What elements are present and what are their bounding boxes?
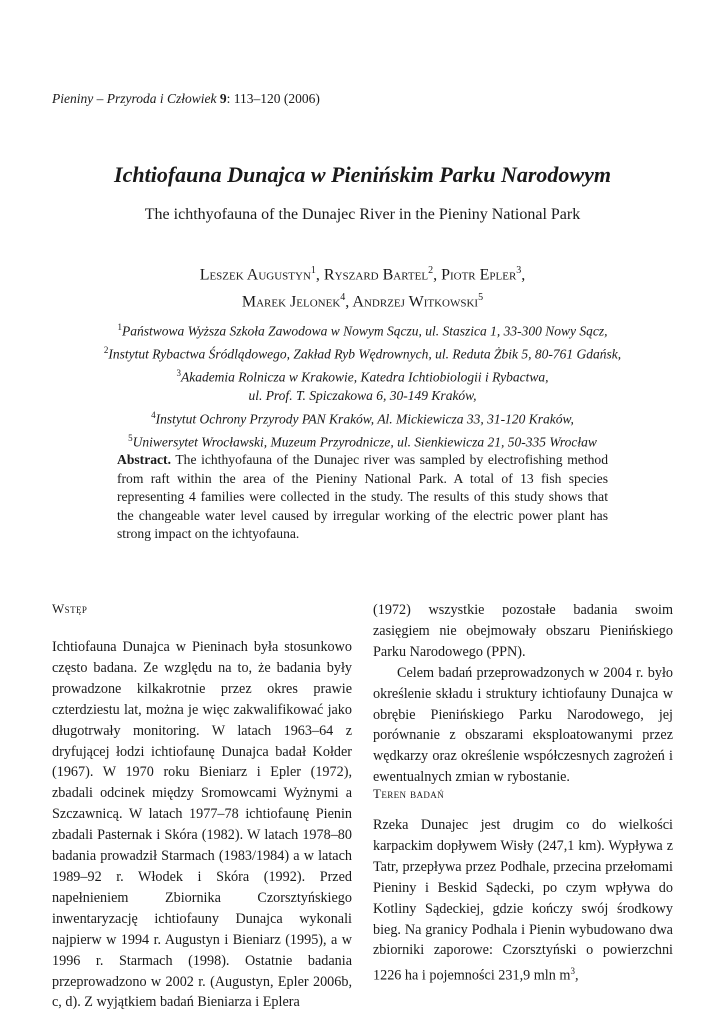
journal-name: Pieniny – Przyroda i Człowiek <box>52 91 217 106</box>
author-list <box>0 259 725 314</box>
affiliation-item <box>0 429 725 452</box>
teren-paragraph-text: Rzeka Dunajec jest drugim co do wielkości karpackim dopływem Wisły (247,1 km). Wypływa z Tatr, przepływa przez Podhale, przecina przełomami Pieniny i Beskid Sądecki, po czym wpływa do Kotliny Sądeckiej, gdzie kończy swój środkowy bieg. Na granicy Podhala i Pienin wybudowano dwa zbiorniki zaporowe: Czorsztyński o powierzchni 1226 ha i pojemności 231,9 mln m <box>373 817 673 985</box>
author-name: Piotr Epler <box>441 266 517 284</box>
author-separator: , <box>521 266 526 284</box>
author-name: Leszek Augustyn <box>199 266 311 284</box>
affiliation-text: Akademia Rolnicza w Krakowie, Katedra Ichtiobiologii i Rybactwa, <box>180 369 549 385</box>
affiliation-sup: 3 <box>176 368 181 378</box>
author-name: Ryszard Bartel <box>323 266 429 284</box>
author-affil-sup: 4 <box>340 292 346 304</box>
wstep-paragraph-1: Ichtiofauna Dunajca w Pieninach była stosunkowo często badana. Ze względu na to, że badania były prowadzone kilkakrotnie przez okres prawie czterdziestu lat, można je więc zakwalifikować jako długotrwały monitoring. W latach 1963–64 z dryfującej łodzi ichtiofaunę Dunajca badał Kołder (1967). W 1970 roku Bieniarz i Epler (1972), zbadali odcinek między Sromowcami Wyżnymi a Szczawnicą. W latach 1977–78 ichtiofaunę Pienin zbadali Pasternak i Skóra (1982). W latach 1978–80 badania prowadził Starmach (1983/1984) a w latach 1989–92 r. Włodek i Skóra (1992). Przed napełnieniem Zbiornika Czorsztyńskiego inwentaryzację ichtiofauny Dunajca wykonali najpierw w 1994 r. Augustyn i Bieniarz (1995), a w 1996 r. Starmach (1998). Ostatnie badania przeprowadzono w 2002 r. (Augustyn, Epler 2006b, c, d). Z wyjątkiem badań Bieniarza i Eplera <box>52 639 352 1011</box>
affiliation-text: Instytut Ochrony Przyrody PAN Kraków, Al. Mickiewicza 33, 31-120 Kraków, <box>155 411 574 426</box>
journal-volume: 9 <box>219 91 227 106</box>
paper-subtitle: The ichthyofauna of the Dunajec River in the Pieniny National Park <box>144 206 581 223</box>
affiliation-sup: 2 <box>103 345 109 355</box>
section-heading-teren: Teren badań <box>373 786 445 801</box>
affiliation-list <box>0 318 725 452</box>
abstract <box>117 451 608 544</box>
affiliation-item <box>0 406 725 429</box>
paper-title: Ichtiofauna Dunajca w Pienińskim Parku Narodowym <box>114 162 611 187</box>
author-name: Andrzej Witkowski <box>352 293 479 311</box>
right-column-top <box>373 600 673 788</box>
teren-paragraph-tail: , <box>574 968 579 985</box>
author-line-2 <box>0 286 725 313</box>
author-separator: , <box>433 266 442 284</box>
affiliation-sup: 5 <box>128 432 133 443</box>
right-column-bottom <box>373 815 673 987</box>
affiliation-sup: 4 <box>151 409 156 420</box>
author-separator: , <box>315 266 324 284</box>
author-separator: , <box>345 293 353 311</box>
affiliation-item <box>0 341 725 364</box>
author-name: Marek Jelonek <box>241 293 341 311</box>
author-line-1 <box>0 259 725 286</box>
wstep-paragraph-2: Celem badań przeprowadzonych w 2004 r. było określenie składu i struktury ichtiofauny Dunajca w obrębie Pienińskiego Parku Narodowego, jej porównanie z obszarami eksploatowanymi przez wędkarzy oraz określenie współczesnych zagrożeń i ewentualnych zmian w rybostanie. <box>373 664 673 786</box>
affiliation-text: Instytut Rybactwa Śródlądowego, Zakład Ryb Wędrownych, ul. Reduta Żbik 5, 80-761 Gdańsk, <box>108 346 622 362</box>
teren-unit-sup: 3 <box>570 966 575 977</box>
abstract-heading: Abstract. <box>117 452 171 467</box>
wstep-paragraph-1-continued: (1972) wszystkie pozostałe badania swoim zasięgiem nie obejmowały obszaru Pienińskiego Parku Narodowego (PPN). <box>373 602 673 660</box>
affiliation-text: Państwowa Wyższa Szkoła Zawodowa w Nowym Sączu, ul. Staszica 1, 33-300 Nowy Sącz, <box>121 323 608 339</box>
teren-paragraph <box>373 815 673 987</box>
author-affil-sup: 1 <box>310 265 316 276</box>
affiliation-item <box>0 387 725 406</box>
affiliation-item <box>0 318 725 341</box>
author-affil-sup: 5 <box>478 292 484 304</box>
affiliation-item <box>0 364 725 387</box>
affiliation-text: ul. Prof. T. Spiczakowa 6, 30-149 Kraków, <box>248 388 477 403</box>
journal-pages-year: : 113–120 (2006) <box>226 91 320 106</box>
left-column <box>52 637 352 1013</box>
abstract-text: The ichthyofauna of the Dunajec river was sampled by electrofishing method from raft within the area of the Pieniny National Park. A total of 13 fish species representing 4 families were collected in the study. The results of this study shows that the changeable water level caused by irregular working of the electric power plant has strong impact on the ichtyofauna. <box>117 452 608 541</box>
journal-header <box>52 91 320 107</box>
section-heading-wstep: Wstęp <box>52 601 88 616</box>
author-affil-sup: 2 <box>428 265 434 276</box>
author-affil-sup: 3 <box>516 265 522 276</box>
affiliation-sup: 1 <box>117 322 122 332</box>
affiliation-text: Uniwersytet Wrocławski, Muzeum Przyrodnicze, ul. Sienkiewicza 21, 50-335 Wrocław <box>132 434 597 449</box>
